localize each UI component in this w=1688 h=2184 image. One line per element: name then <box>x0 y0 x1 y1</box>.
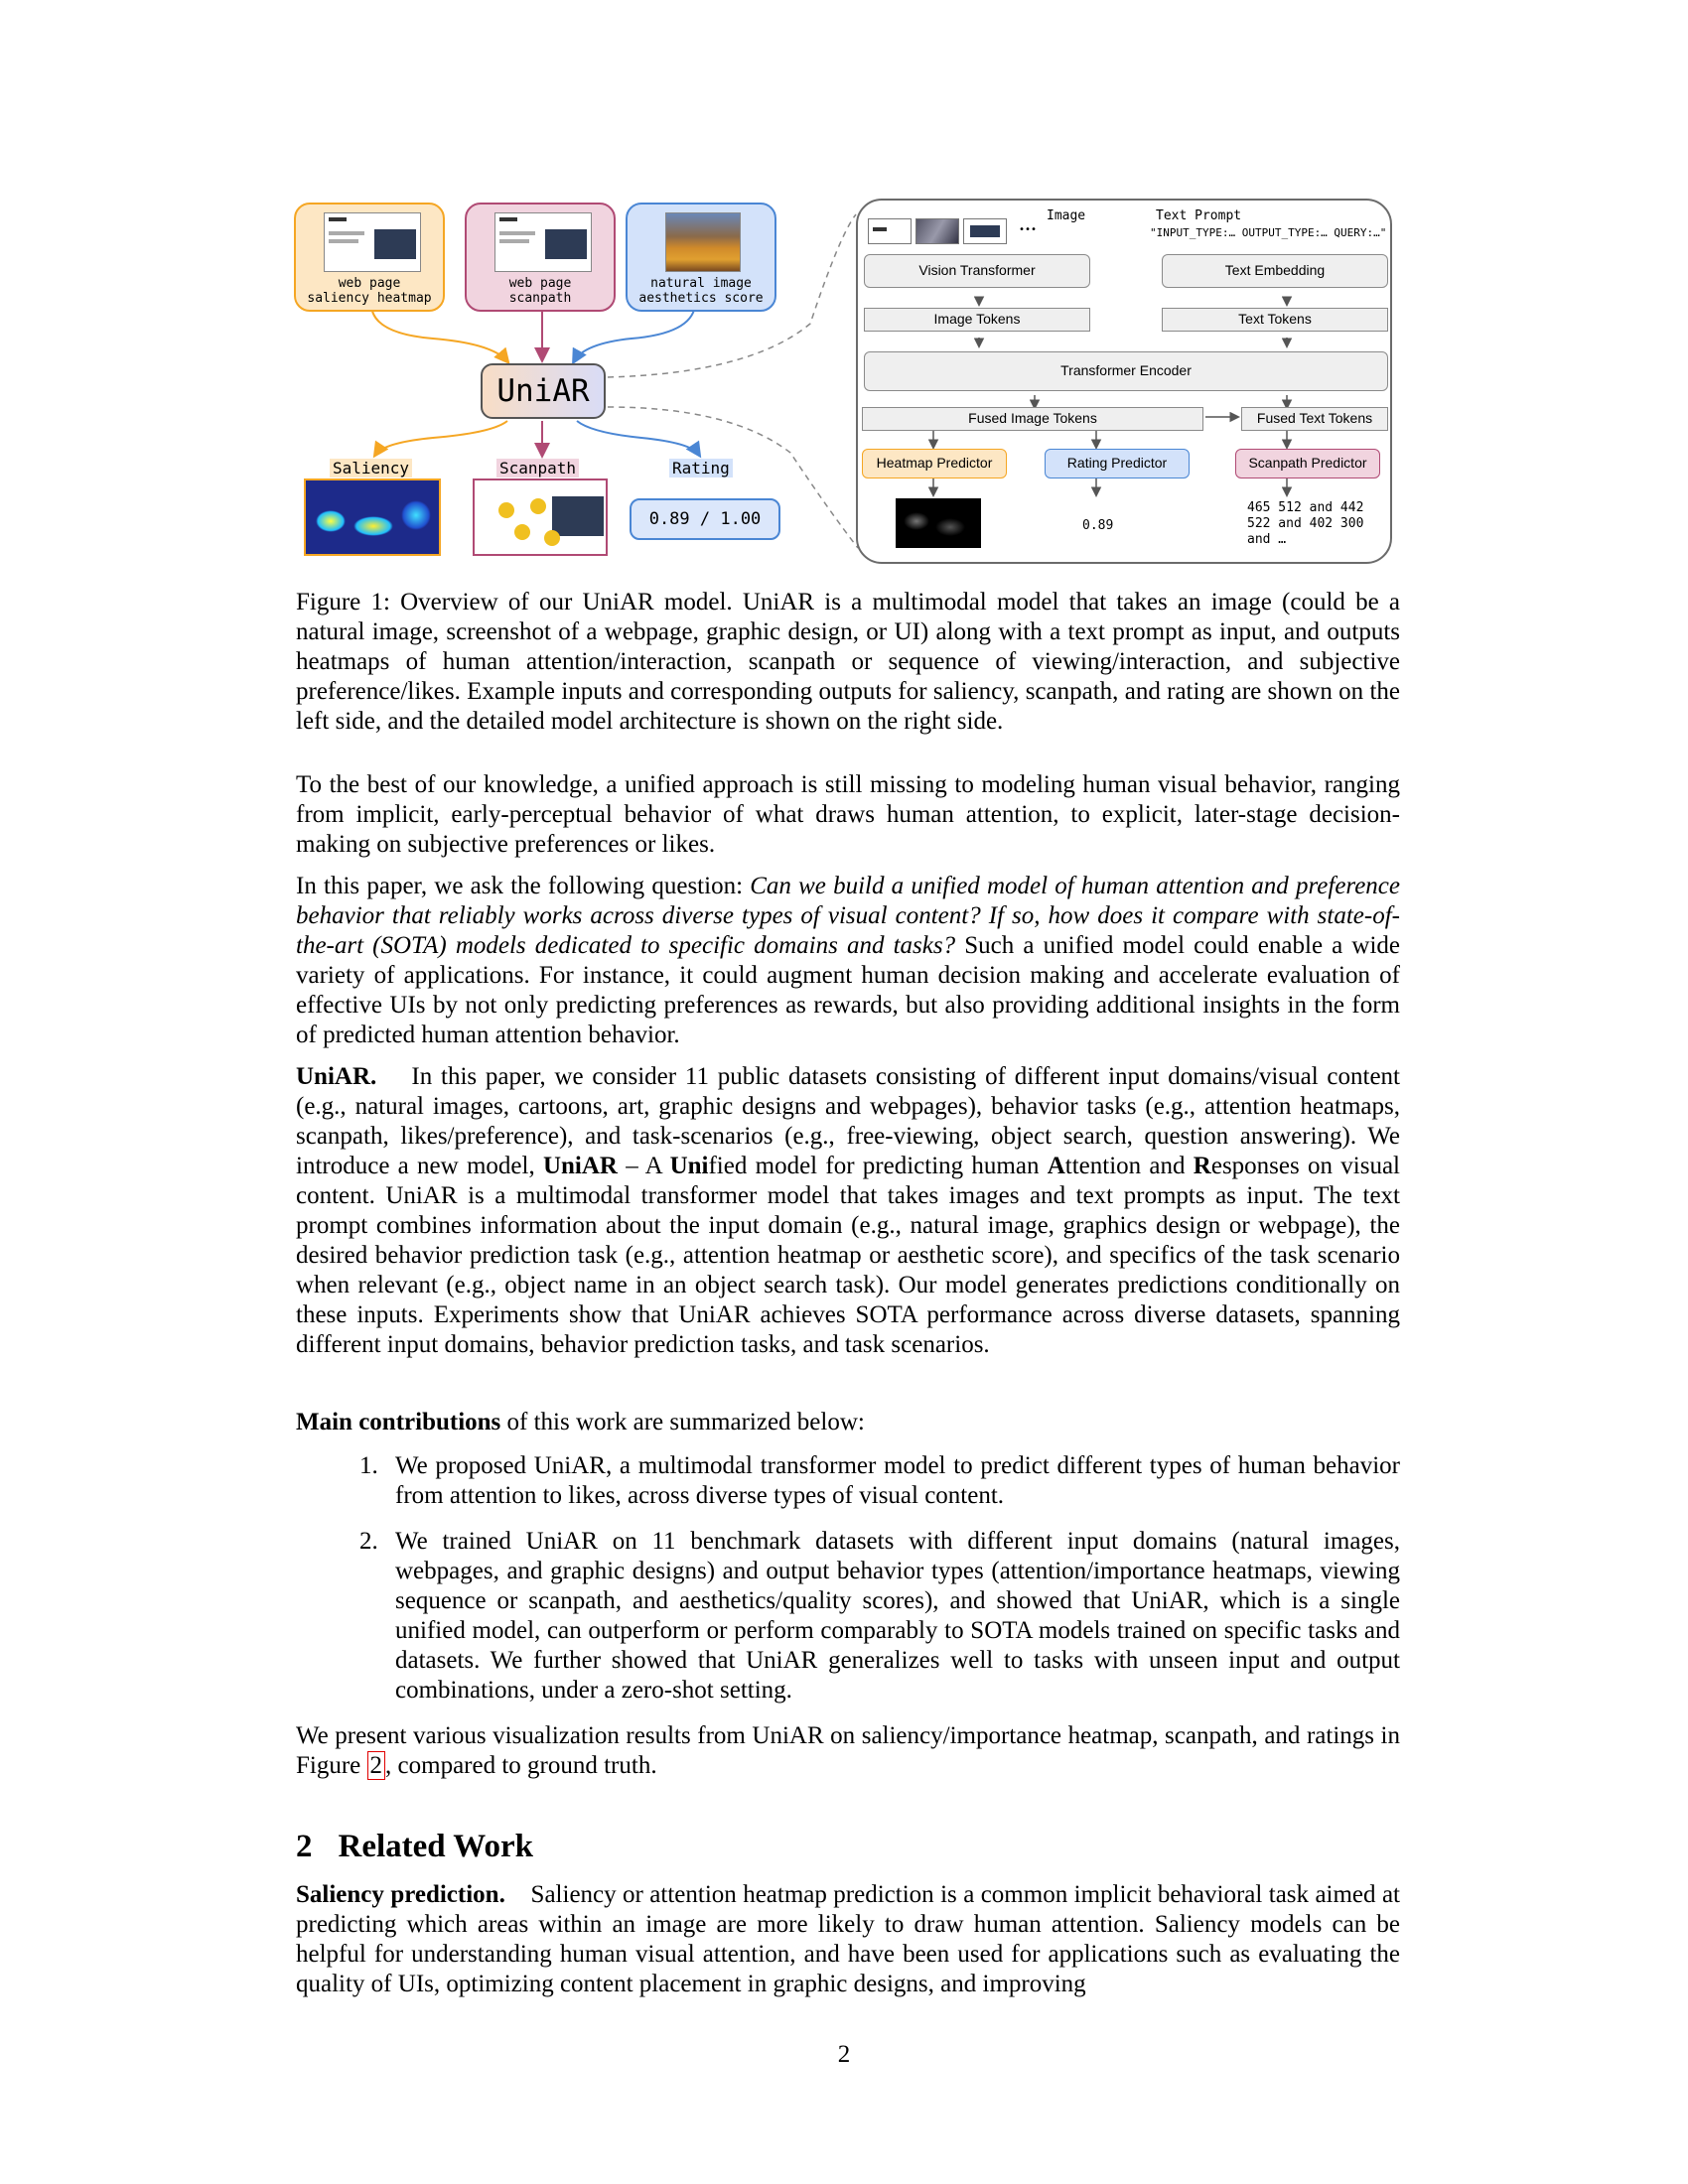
list-text: We trained UniAR on 11 benchmark datasets with different input domains (natural images, webpages, and graphic designs) and output behavior types (attention/importance heatmaps, viewing sequence or scanpath, and aesthetics/quality scores), and showed that UniAR, which is a single unified model, can outperform or perform comparably to SOTA models trained on specific tasks and datasets. We further showed that UniAR generalizes well to tasks with unseen input and output combinations, under a zero-shot setting. <box>395 1528 1400 1704</box>
uniar-bold: Uni <box>669 1153 709 1179</box>
webpage-thumbnail <box>324 212 421 272</box>
uniar-text: – A <box>617 1153 670 1179</box>
visualization-text: , compared to ground truth. <box>385 1752 657 1779</box>
transformer-encoder-block: Transformer Encoder <box>864 351 1388 391</box>
input-card-webpage-scanpath <box>465 203 616 312</box>
rating-predictor-block: Rating Predictor <box>1045 449 1190 478</box>
uniar-text: fied model for predicting human <box>708 1153 1048 1179</box>
visualization-text: We present various visualization results from UniAR on saliency/importance heatmap, scanpath, and ratings in Figure <box>296 1722 1400 1779</box>
natural-image-thumbnail <box>665 212 741 272</box>
input-caption: web page saliency heatmap <box>307 276 432 306</box>
input-card-webpage-saliency <box>294 203 445 312</box>
paragraph-uniar <box>296 1062 1400 1360</box>
paragraph-intro: To the best of our knowledge, a unified approach is still missing to modeling human visual behavior, ranging from implicit, early-perceptual behavior of what draws human attention, to explicit, later-stage decision-making on subjective preferences or likes. <box>296 771 1400 858</box>
rating-output-value: 0.89 <box>1082 518 1114 533</box>
scanpath-predictor-block: Scanpath Predictor <box>1235 449 1380 478</box>
rating-output-label: Rating <box>669 459 733 478</box>
list-text: We proposed UniAR, a multimodal transformer model to predict different types of human behavior from attention to likes, across diverse types of visual content. <box>395 1452 1400 1509</box>
uniar-bold: R <box>1193 1153 1211 1179</box>
image-label: Image <box>1047 208 1086 223</box>
ellipsis-icon: ••• <box>1019 224 1038 235</box>
uniar-heading: UniAR. <box>296 1063 377 1090</box>
scanpath-output-label: Scanpath <box>496 459 579 478</box>
section-heading <box>296 1829 533 1865</box>
input-caption: natural image aesthetics score <box>638 276 764 306</box>
uniar-text: ttention and <box>1064 1153 1194 1179</box>
heatmap-predictor-block: Heatmap Predictor <box>862 449 1007 478</box>
fused-text-tokens-block: Fused Text Tokens <box>1241 407 1388 431</box>
paragraph-question <box>296 872 1400 1050</box>
paragraph-saliency <box>296 1880 1400 1999</box>
uniar-text: In this paper, we consider 11 public datasets consisting of different input domains/visual content (e.g., natural images, cartoons, art, graphic designs and webpages), behavior tasks (e.g., attention heatmaps, scanpath, likes/preference), and task-scenarios (e.g., free-viewing, object search, question answering). We introduce a new model, <box>296 1063 1401 1179</box>
list-number: 2. <box>359 1528 378 1555</box>
input-image-strip <box>868 218 1007 244</box>
image-tokens-block: Image Tokens <box>864 308 1090 332</box>
webpage-thumbnail <box>494 212 592 272</box>
text-embedding-block: Text Embedding <box>1162 254 1388 288</box>
saliency-heatmap-image <box>304 478 441 556</box>
text-prompt-label: Text Prompt <box>1156 208 1242 223</box>
heatmap-output-image <box>896 498 981 548</box>
saliency-text: Saliency or attention heatmap prediction is a common implicit behavioral task aimed at predicting which areas within an image are more likely to draw human attention. Saliency models can be helpful for understanding human visual attention, and have been used for applications such as evaluating the quality of UIs, optimizing content placement in graphic designs, and improving <box>296 1881 1400 1997</box>
text-tokens-block: Text Tokens <box>1162 308 1388 332</box>
list-item <box>359 1451 1400 1511</box>
paragraph-contributions <box>296 1408 1400 1437</box>
paragraph-visualization <box>296 1721 1400 1781</box>
uniar-bold: UniAR <box>542 1153 618 1179</box>
list-number: 1. <box>359 1452 378 1479</box>
figure-2-link[interactable]: 2 <box>367 1751 386 1780</box>
contributions-text: of this work are summarized below: <box>500 1409 865 1435</box>
list-item <box>359 1527 1400 1706</box>
section-title: Related Work <box>338 1829 533 1864</box>
saliency-heading: Saliency prediction. <box>296 1881 505 1908</box>
input-caption: web page scanpath <box>508 276 572 306</box>
question-rest: Such a unified model could enable a wide variety of applications. For instance, it could augment human decision making and accelerate evaluation of effective UIs by not only predicting preferences as rewards, but also providing additional insights in the form of predicted human attention behavior. <box>296 932 1400 1048</box>
figure-1 <box>294 195 1398 572</box>
scanpath-output-value: 465 512 and 442 522 and 402 300 and … <box>1247 500 1364 547</box>
vision-transformer-block: Vision Transformer <box>864 254 1090 288</box>
uniar-bold: A <box>1047 1153 1065 1179</box>
input-card-natural-image <box>626 203 776 312</box>
saliency-output-label: Saliency <box>330 459 412 478</box>
uniar-model-box: UniAR <box>481 363 606 419</box>
question-text: Can we build a unified model of human attention and preference behavior that reliably works across diverse types of visual content? If so, how does it compare with state-of-the-art (SOTA) models dedicated to specific domains and tasks? <box>296 873 1400 959</box>
text-prompt-value: "INPUT_TYPE:… OUTPUT_TYPE:… QUERY:…" <box>1150 226 1387 239</box>
uniar-text: esponses on visual content. UniAR is a multimodal transformer model that takes images and text prompts as input. The text prompt combines information about the input domain (e.g., natural image, graphics design or webpage), the desired behavior prediction task (e.g., attention heatmap or aesthetic score), and specifics of the task scenario when relevant (e.g., object name in an object search task). Our model generates predictions conditionally on these inputs. Experiments show that UniAR achieves SOTA performance across diverse datasets, spanning different input domains, behavior prediction tasks, and task scenarios. <box>296 1153 1400 1358</box>
scanpath-image <box>473 478 608 556</box>
page-number: 2 <box>837 2041 851 2068</box>
fused-image-tokens-block: Fused Image Tokens <box>862 407 1203 431</box>
rating-value-box: 0.89 / 1.00 <box>630 498 780 540</box>
architecture-panel <box>856 199 1392 564</box>
question-lead: In this paper, we ask the following question: <box>296 873 751 899</box>
section-number: 2 <box>296 1829 313 1864</box>
contributions-heading: Main contributions <box>296 1409 501 1435</box>
figure-caption: Figure 1: Overview of our UniAR model. UniAR is a multimodal model that takes an image (could be a natural image, screenshot of a webpage, graphic design, or UI) along with a text prompt as input, and outputs heatmaps of human attention/interaction, scanpath or sequence of viewing/interaction, and subjective preference/likes. Example inputs and corresponding outputs for saliency, scanpath, and rating are shown on the left side, and the detailed model architecture is shown on the right side. <box>296 589 1400 735</box>
